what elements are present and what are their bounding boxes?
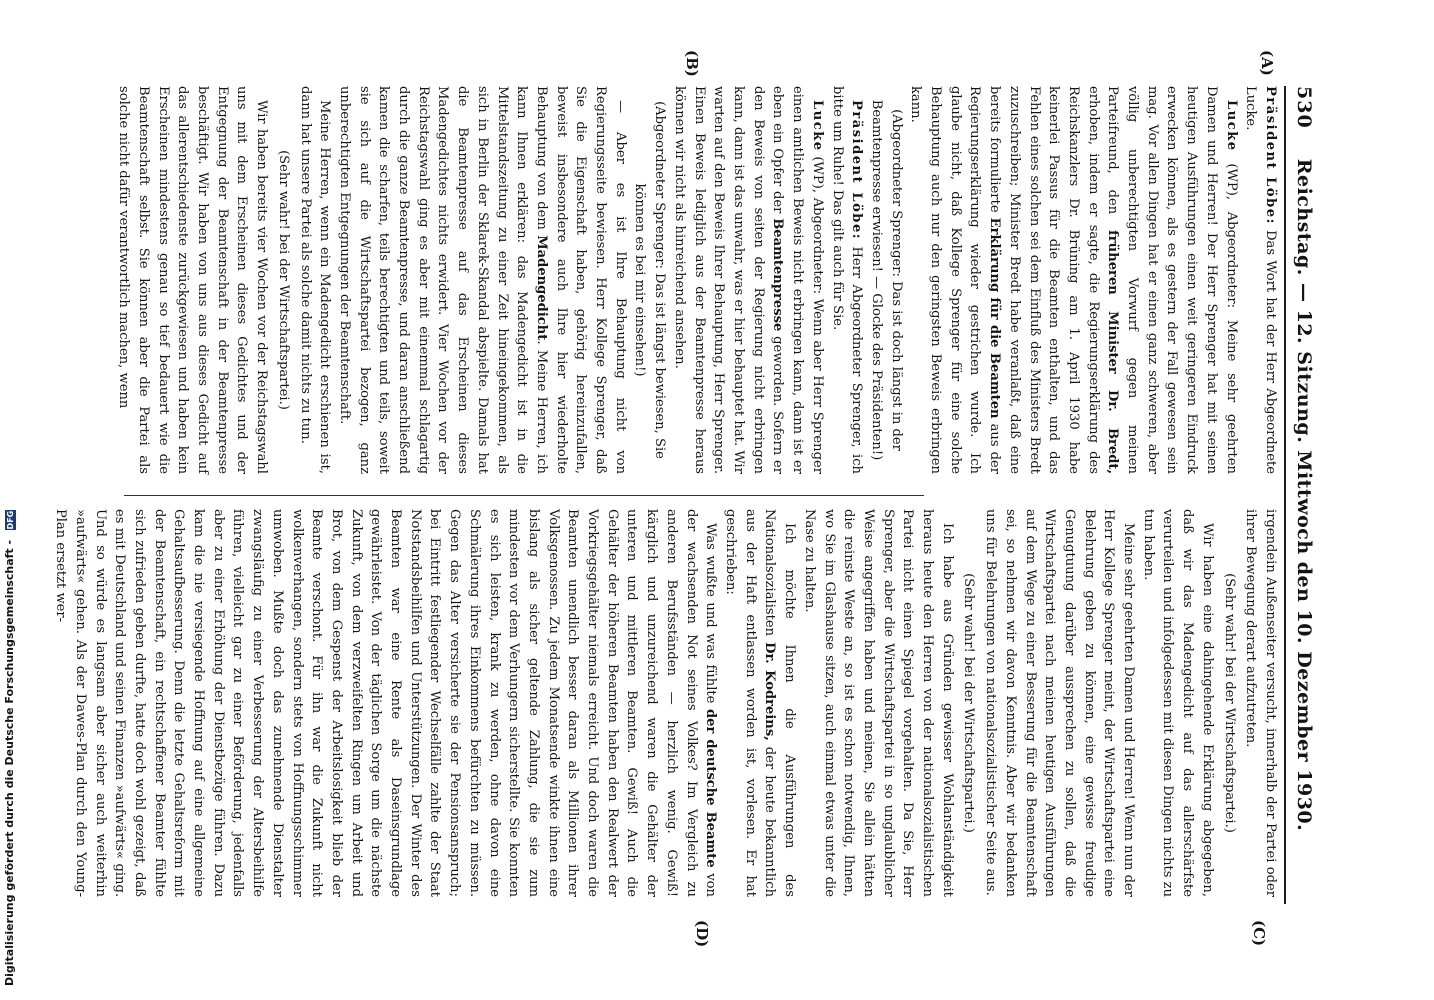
- page-number: 530: [1293, 86, 1315, 129]
- paragraph: [906, 86, 1241, 474]
- emphasis-text: Dr. Kodreins,: [762, 642, 778, 741]
- dfg-logo-icon: DFG: [5, 510, 15, 530]
- page-title: Reichstag. — 12. Sitzung. Mittwoch den 10. Dezember 1930.: [1293, 158, 1315, 832]
- paragraph-text: geworden. Sofern er den Beweis von seiten der Regierung nicht erbringen kann, dann ist das unwahr, was er hier behauptet hat. Wir warten auf den Beweis Ihrer Behauptung, Herr Sprenger. Einen Beweis lediglich aus der Beamtenpresse heraus können wir nicht als hinreichend ansehen.: [671, 86, 786, 474]
- left-column: [116, 86, 1280, 475]
- paragraph-text: Das Wort hat der Herr Abgeordnete Lucke.: [1243, 86, 1278, 474]
- margin-mark-a: (A): [1258, 50, 1276, 76]
- page-header: [1290, 86, 1316, 904]
- interjection: (Sehr wahr! bei der Wirtschaftspartei.): [961, 573, 977, 833]
- paragraph: Wir haben bereits vier Wochen vor der Reichstagswahl uns mit dem Erscheinen dieses Gedichtes und der Entgegnung der Beamtenschaft in der Beamtenpresse beschäftigt. Wir haben von uns aus dieses Gedicht auf das allerentschiedenste zurückgewiesen und haben kein Erscheinen mindestens genau so tief bedauert wie die Beamtenschaft selbst. Sie können aber die Partei als solche nicht dafür verantwortlich machen, wenn: [116, 86, 270, 474]
- paragraph-text: (WP), Abgeordneter: Wenn aber Herr Sprenger einen amtlichen Beweis nicht erbringen kann, dann ist er eben ein Opfer der: [770, 86, 825, 474]
- footer-text: Digitalisierung gefördert durch die Deutsche Forschungsgemeinschaft -: [3, 539, 16, 986]
- paragraph-text: — Aber es ist Ihre Behauptung nicht von Regierungsseite bewiesen. Herr Kollege Sprenger, daß Sie die Eigenschaft haben, gehörig hereinzufallen, beweist insbesondere auch Ihre hier wiederholte Behauptung von dem: [533, 86, 628, 474]
- emphasis-text: früheren Minister Dr. Bredt,: [1105, 230, 1121, 475]
- speaker-name: Lucke: [1223, 100, 1239, 152]
- emphasis-text: Erklärung für die Beamten: [987, 217, 1003, 419]
- header-rule: [1284, 86, 1286, 904]
- column-divider: [124, 495, 924, 496]
- interjection: (Sehr wahr! bei der Wirtschaftspartei.): [275, 150, 291, 410]
- right-column: [53, 509, 1280, 897]
- paragraph-text: der heute bekanntlich aus der Haft entlassen worden ist, vorlesen. Er hat geschrieben:: [723, 509, 778, 897]
- document-page: [53, 50, 1316, 948]
- speaker-name: Lucke: [809, 100, 825, 152]
- margin-mark-c: (C): [1250, 920, 1268, 947]
- paragraph: [334, 86, 630, 474]
- emphasis-text: der deutsche Beamte: [703, 709, 719, 868]
- emphasis-text: Madengedicht: [533, 235, 549, 341]
- interjection: (Sehr wahr! bei der Wirtschaftspartei.): [1221, 573, 1237, 833]
- paragraph: [669, 86, 827, 474]
- speaker-name: Präsident Löbe:: [1263, 86, 1278, 225]
- paragraph: [720, 509, 799, 897]
- paragraph-text: von der wachsenden Not seines Volkes? Im Vergleich zu anderen Berufsständen — herzlich wenig. Gewiß! kärglich und unzureichend waren die Gehälter der unteren und mittleren Beamten. Gewiß! Auch die Gehälter der höheren Beamten haben den Realwert der Vorkriegsgehälter niemals erreicht. Und doch waren die Beamten unendlich besser daran als Millionen ihrer Volksgenossen. Zu jedem Monatsende winkte ihnen eine bislang als sicher geltende Zahlung, die sie zum mindesten vor dem Verhungern sicherstellte. Sie konnten es sich leisten, krank zu werden, ohne davon eine Schmälerung ihres Einkommens befürchten zu müssen. Gegen das Alter versicherte sie der Pensionsanspruch; bei Eintritt festliegender Wechselfälle zahlte der Staat Notstandsbeihilfen und Unterstützungen. Der Winter des Beamten war eine Rente als Daseinsgrundlage gewährleistet. Von der täglichen Sorge um die nächste Zukunft, von dem verzweifelten Ringen um Arbeit und Brot, von dem Gespenst der Arbeitslosigkeit blieb der Beamte verschont. Für ihn war die Zukunft nicht wolkenverhangen, sondern stets von Hoffnungsschimmer umwoben. Mußte doch das zunehmende Dienstalter zwangsläufig zu einer Verbesserung der Altersbeihilfe führen, vielleicht gar zu einer Beförderung, jedenfalls aber zu einer Erhöhung der Dienstbezüge führen. Dazu kam die nie versiegende Hoffnung auf eine allgemeine Gehaltsaufbesserung. Denn die letzte Gehaltsreform mit der Beamtenschaft, ein rechtschaffener Beamter fühlte sich zufrieden geben durfte, hatte doch wohl gezeigt, daß es mit Deutschland und seinen Finanzen »aufwärts« ging. Und so würde es langsam aber sicher auch weiterhin »aufwärts« gehen. Als der Dawes-Plan durch den Young-Plan ersetzt wer-: [53, 509, 719, 897]
- interjection: (Abgeordneter Sprenger: Das ist doch längst in der Beamtenpresse erwiesen! — Glocke des Präsidenten!): [868, 99, 904, 461]
- paragraph-text: aus der Regierungserklärung wieder gestrichen wurde. Ich glaube nicht, daß Kollege Sprenger für eine solche Behauptung auch nur den geringsten Beweis erbringen kann.: [908, 86, 1003, 475]
- interjection: (Abgeordneter Sprenger: Das ist längst bewiesen, Sie können es bei mir einsehen!): [632, 101, 668, 459]
- paragraph-text: Herr Abgeordneter Sprenger, ich bitte um Ruhe! Das gilt auch für Sie.: [829, 86, 865, 474]
- paragraph-text: Ich möchte Ihnen die Ausführungen des Nationalsozialisten: [762, 509, 798, 897]
- emphasis-text: Beamtenpresse: [770, 218, 786, 332]
- paragraph: Meine Herren, wenn ein Madengedicht erschienen ist, dann hat unsere Partei als solche damit nichts zu tun.: [297, 86, 333, 474]
- paragraph-text: . Meine Herren, ich kann Ihnen erklären: das Madengedicht ist in die Mittelstandszeitung zu einer Zeit hineingekommen, als sich in Berlin der Sklarek-Skandal abspielte. Damals hat die Beamtenpresse auf das Erscheinen dieses Madengedichtes nichts erwidert. Vier Wochen vor der Reichstagswahl ging es aber mit einemmal schlagartig durch die ganze Beamtenpresse, und daran anschließend kamen die scharfen, teils berechtigten und teils, soweit sie sich auf die Wirtschaftspartei bezogen, ganz unberechtigten Entgegnungen der Beamtenschaft.: [336, 86, 549, 474]
- paragraph: [1241, 86, 1280, 474]
- paragraph-text: erhoben, indem er sagte, die Regierungserklärung des Reichskanzlers Dr. Brüning am 1. April 1930 habe keinerlei Passus für die Beamten enthalten, und das Fehlen eines solchen sei dem Einfluß des Ministers Bredt zuzuschreiben; Minister Bredt habe veranlaßt, daß eine bereits formulierte: [987, 86, 1101, 474]
- margin-mark-d: (D): [693, 920, 711, 948]
- margin-mark-b: (B): [683, 50, 701, 77]
- digitization-footer: [0, 0, 20, 992]
- paragraph: irgendein Außenseiter versucht, innerhalb der Partei oder ihrer Bewegung derart aufzutreten.: [1243, 509, 1278, 897]
- paragraph: [827, 86, 866, 474]
- paragraph-text: (WP), Abgeordneter: Meine sehr geehrten Damen und Herren! Der Herr Sprenger hat mit seinen heutigen Ausführungen einen weit geringeren Eindruck erwecken können, als es gestern der Fall gewesen sein mag. Vor allen Dingen hat er einen ganz schweren, aber völlig unberechtigten Vorwurf gegen meinen Parteifreund, den: [1105, 86, 1239, 474]
- paragraph-text: Was wußte und was fühlte: [703, 523, 719, 704]
- paragraph: Wir haben eine dahingehende Erklärung abgegeben, daß wir das Madengedicht auf das allerschärfste verurteilen und infolgedessen mit diesen Dingen nichts zu tun haben.: [1140, 509, 1215, 897]
- speaker-name: Präsident Löbe:: [849, 100, 865, 241]
- paragraph: [50, 509, 720, 897]
- paragraph: Ich habe aus Gründen gewisser Wohlanständigkeit heraus heute den Herren von der nationalsozialistischen Partei nicht einen Spiegel vorgehalten. Da Sie, Herr Sprenger, aber die Wirtschaftspartei in so unglaublicher Weise angegriffen haben und meinen, Sie allein hätten die reinste Weste an, so ist es schon notwendig, Ihnen, wo Sie im Glashause sitzen, auch einmal etwas unter die Nase zu halten.: [801, 509, 955, 897]
- paragraph: Meine sehr geehrten Damen und Herren! Wenn nun der Herr Kollege Sprenger meint, der Wirtschaftspartei eine Belehrung geben zu können, eine gewisse freudige Genugtuung darüber aussprechen zu sollen, daß die Wirtschaftspartei nach meinen heutigen Ausführungen auf dem Wege zu einer Besserung für die Beamtenschaft sei, so nehmen wir davon Kenntnis. Aber wir bedanken uns für Belehrungen von nationalsozialistischer Seite aus.: [983, 509, 1137, 897]
